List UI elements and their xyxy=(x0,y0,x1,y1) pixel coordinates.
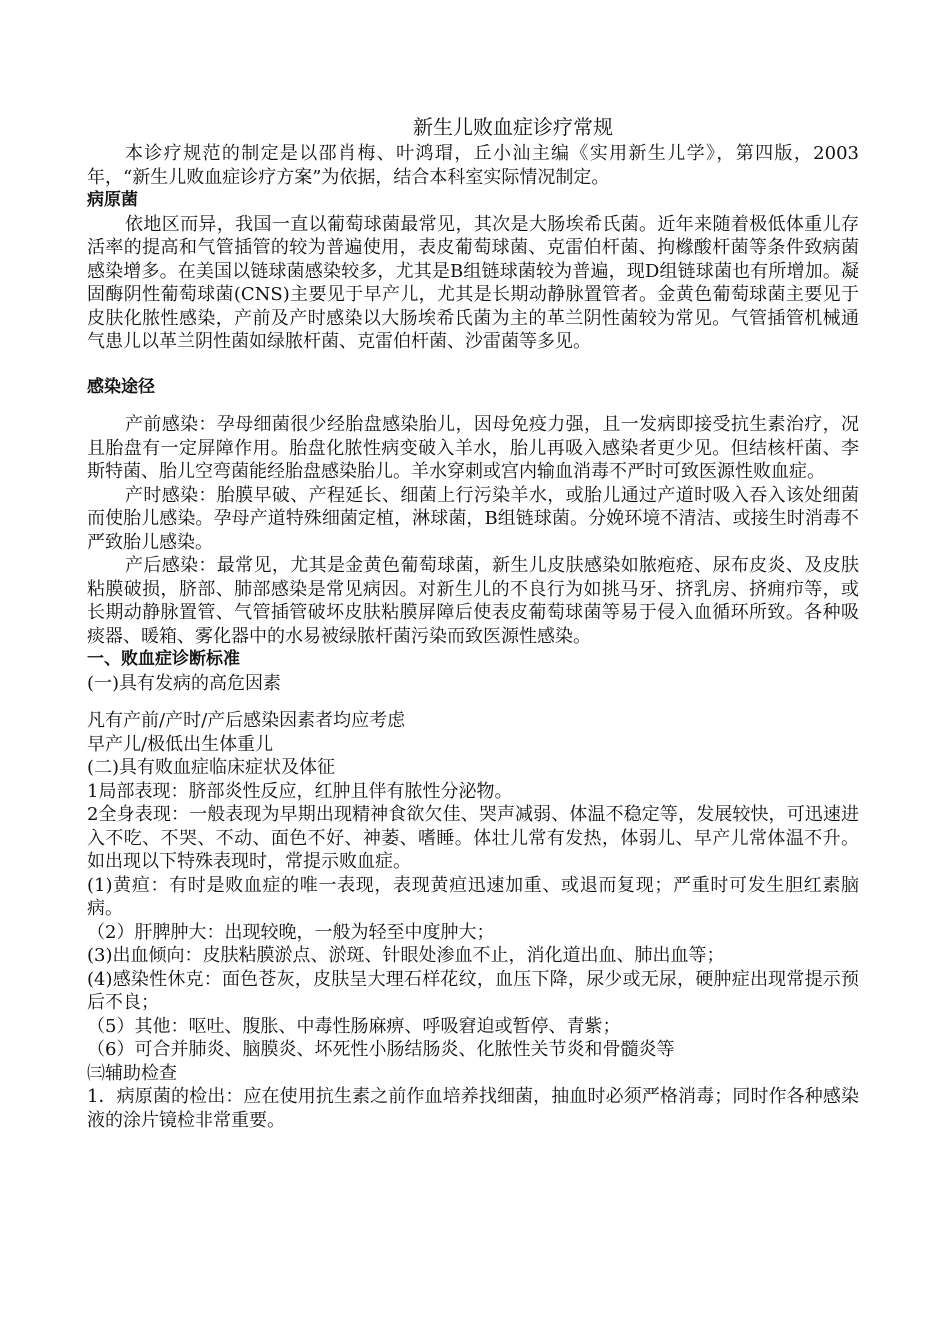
risk-heading: (一)具有发病的高危因素 xyxy=(87,672,282,694)
intro-paragraph: 本诊疗规范的制定是以邵肖梅、叶鸿瑁，丘小汕主编《实用新生儿学》，第四版，2003年，“新生儿败血症诊疗方案”为依据，结合本科室实际情况制定。 xyxy=(87,143,859,188)
spacer xyxy=(87,354,859,376)
special-sign: （6）可合并肺炎、脑膜炎、坏死性小肠结肠炎、化脓性关节炎和骨髓炎等 xyxy=(87,1039,675,1060)
document-body xyxy=(87,112,859,1132)
local-signs: 1局部表现：脐部炎性反应，红肿且伴有脓性分泌物。 xyxy=(87,780,513,802)
clinical-heading: (二)具有败血症临床症状及体征 xyxy=(87,757,336,778)
risk-item: 早产儿/极低出生体重儿 xyxy=(87,733,274,755)
spacer xyxy=(87,399,859,413)
special-sign: (4)感染性休克：面色苍灰，皮肤呈大理石样花纹，血压下降，尿少或无尿，硬肿症出现常提示预后不良； xyxy=(87,968,859,1013)
document-title: 新生儿败血症诊疗常规 xyxy=(413,115,613,139)
route-heading: 感染途径 xyxy=(87,376,155,397)
pathogen-heading: 病原菌 xyxy=(87,190,138,210)
aux-item: 1．病原菌的检出：应在使用抗生素之前作血培养找细菌，抽血时必须严格消毒；同时作各种感染液的涂片镜检非常重要。 xyxy=(87,1086,859,1131)
intrapartum-paragraph: 产时感染：胎膜早破、产程延长、细菌上行污染羊水，或胎儿通过产道时吸入吞入该处细菌而使胎儿感染。孕母产道特殊细菌定植，淋球菌，B组链球菌。分娩环境不清洁、或接生时消毒不严致胎儿感染。 xyxy=(87,484,859,553)
systemic-signs: 2全身表现：一般表现为早期出现精神食欲欠佳、哭声减弱、体温不稳定等，发展较快，可迅速进入不吃、不哭、不动、面色不好、神萎、嗜睡。体壮儿常有发热，体弱儿、早产儿常体温不升。如出现以下特殊表现时，常提示败血症。 xyxy=(87,804,859,872)
special-sign: (1)黄疸：有时是败血症的唯一表现，表现黄疸迅速加重、或退而复现；严重时可发生胆红素脑病。 xyxy=(87,874,859,919)
spacer xyxy=(87,695,859,709)
risk-item: 凡有产前/产时/产后感染因素者均应考虑 xyxy=(87,710,406,731)
diagnosis-heading: 一、败血症诊断标准 xyxy=(87,649,240,669)
prenatal-paragraph: 产前感染：孕母细菌很少经胎盘感染胎儿，因母免疫力强，且一发病即接受抗生素治疗，况且胎盘有一定屏障作用。胎盘化脓性病变破入羊水，胎儿再吸入感染者更少见。但结核杆菌、李斯特菌、胎儿空弯菌能经胎盘感染胎儿。羊水穿刺或宫内输血消毒不严时可致医源性败血症。 xyxy=(87,414,859,482)
aux-heading: ㈢辅助检查 xyxy=(87,1062,177,1084)
special-sign: （5）其他：呕吐、腹胀、中毒性肠麻痹、呼吸窘迫或暂停、青紫； xyxy=(87,1015,621,1037)
special-sign: （2）肝脾肿大：出现较晚，一般为轻至中度肿大； xyxy=(87,921,495,943)
postnatal-paragraph: 产后感染：最常见，尤其是金黄色葡萄球菌，新生儿皮肤感染如脓疱疮、尿布皮炎、及皮肤粘膜破损，脐部、肺部感染是常见病因。对新生儿的不良行为如挑马牙、挤乳房、挤痈疖等，或长期动静脉置管、气管插管破坏皮肤粘膜屏障后使表皮葡萄球菌等易于侵入血循环所致。各种吸痰器、暖箱、雾化器中的水易被绿脓杆菌污染而致医源性感染。 xyxy=(87,555,859,647)
pathogen-paragraph: 依地区而异，我国一直以葡萄球菌最常见，其次是大肠埃希氏菌。近年来随着极低体重儿存活率的提高和气管插管的较为普遍使用，表皮葡萄球菌、克雷伯杆菌、拘橼酸杆菌等条件致病菌感染增多。在美国以链球菌感染较多，尤其是B组链球菌较为普遍，现D组链球菌也有所增加。凝固酶阴性葡萄球菌(CNS)主要见于早产儿，尤其是长期动静脉置管者。金黄色葡萄球菌主要见于皮肤化脓性感染，产前及产时感染以大肠埃希氏菌为主的革兰阴性菌较为常见。气管插管机械通气患儿以革兰阴性菌如绿脓杆菌、克雷伯杆菌、沙雷菌等多见。 xyxy=(87,213,859,352)
special-sign: (3)出血倾向：皮肤粘膜淤点、淤斑、针眼处渗血不止，消化道出血、肺出血等； xyxy=(87,945,725,966)
